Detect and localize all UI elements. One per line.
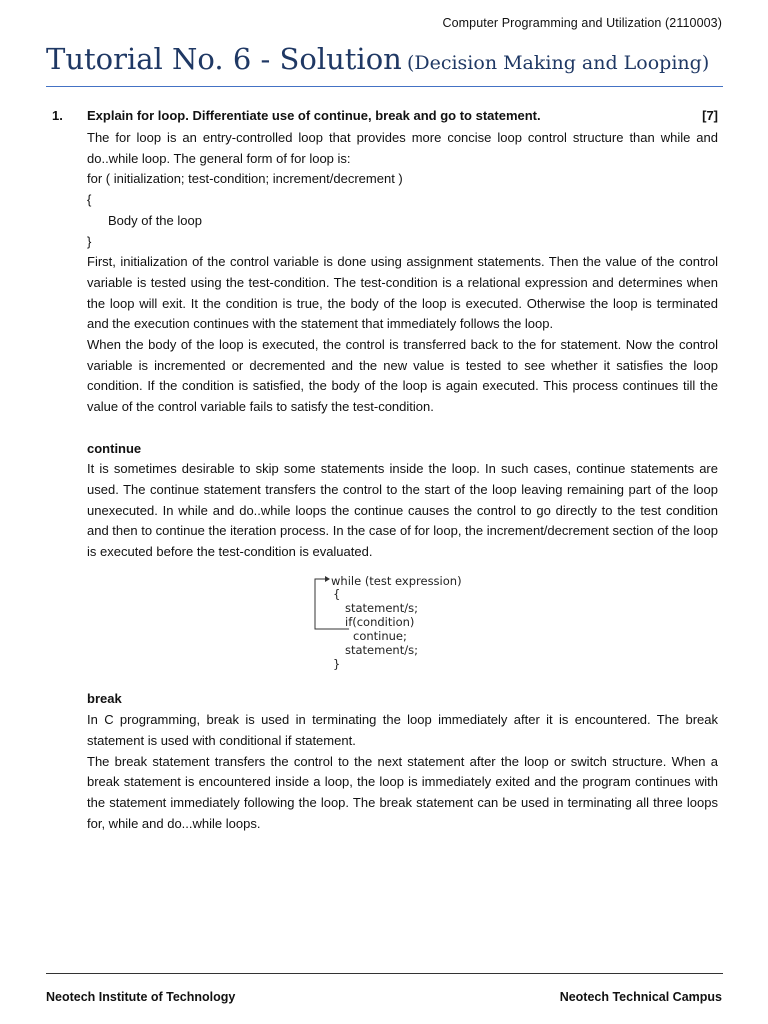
break-paragraph-1: In C programming, break is used in terminating the loop immediately after it is encountered. The break statement is used with conditional if statement. [87, 712, 718, 748]
continue-heading: continue [87, 440, 142, 456]
course-header: Computer Programming and Utilization (2110003) [442, 16, 722, 30]
figure-if-line: if(condition) [345, 614, 415, 629]
paragraph-intro: The for loop is an entry-controlled loop that provides more concise loop control structure than while and do..while loop. The general form of for loop is: [87, 130, 718, 166]
syntax-line: for ( initialization; test-condition; increment/decrement ) [87, 171, 403, 187]
continue-paragraph: It is sometimes desirable to skip some statements inside the loop. In such cases, continue statements are used. The continue statement transfers the control to the start of the loop leaving remaining part of the loop unexecuted. In while and do..while loops the continue causes the control to go directly to the test condition and then to continue the iteration process. In the case of for loop, the increment/decrement section of the loop is executed before the test-condition is evaluated. [87, 461, 718, 560]
title-main: Tutorial No. 6 - Solution [46, 42, 402, 76]
figure-while-line: while (test expression) [331, 573, 462, 588]
footer-campus: Neotech Technical Campus [559, 990, 722, 1004]
syntax-body: Body of the loop [108, 212, 202, 228]
paragraph-execution: When the body of the loop is executed, the control is transferred back to the for statement. Now the control variable is incremented or decremented and the new value is tested to see whether it satisfies the loop condition. If the condition is satisfied, the body of the loop is again executed. This process continues till the value of the control variable fails to satisfy the test-condition. [87, 337, 718, 415]
question-number: 1. [52, 108, 63, 123]
footer-institute: Neotech Institute of Technology [46, 990, 236, 1004]
figure-statement-2: statement/s; [345, 642, 418, 657]
question-text: Explain for loop. Differentiate use of continue, break and go to statement. [87, 108, 541, 123]
answer-body [87, 128, 718, 834]
continue-flow-diagram [311, 571, 481, 669]
title-subtitle: (Decision Making and Looping) [406, 52, 710, 74]
figure-open-brace: { [333, 586, 341, 601]
question-marks: [7] [702, 108, 718, 123]
break-paragraph-2: The break statement transfers the control to the next statement after the loop or switch structure. When a break statement is encountered inside a loop, the loop is immediately exited and the program continues with the statement immediately following the loop. The break statement can be used in terminating all three loops for, while and do...while loops. [87, 753, 718, 831]
break-heading: break [87, 691, 122, 707]
syntax-open-brace: { [87, 192, 92, 208]
paragraph-initialization: First, initialization of the control variable is done using assignment statements. Then the value of the control variable is tested using the test-condition. The test-condition is a relational expression and determines when the loop will exit. It the condition is true, the body of the loop is executed. Otherwise the loop is terminated and the execution continues with the statement that immediately follows the loop. [87, 254, 718, 332]
page-title [46, 42, 709, 76]
figure-continue-line: continue; [353, 628, 407, 643]
syntax-close-brace: } [87, 233, 92, 249]
figure-statement-1: statement/s; [345, 600, 418, 615]
figure-close-brace: } [333, 656, 341, 671]
title-divider [46, 86, 723, 87]
footer-divider [46, 973, 723, 974]
